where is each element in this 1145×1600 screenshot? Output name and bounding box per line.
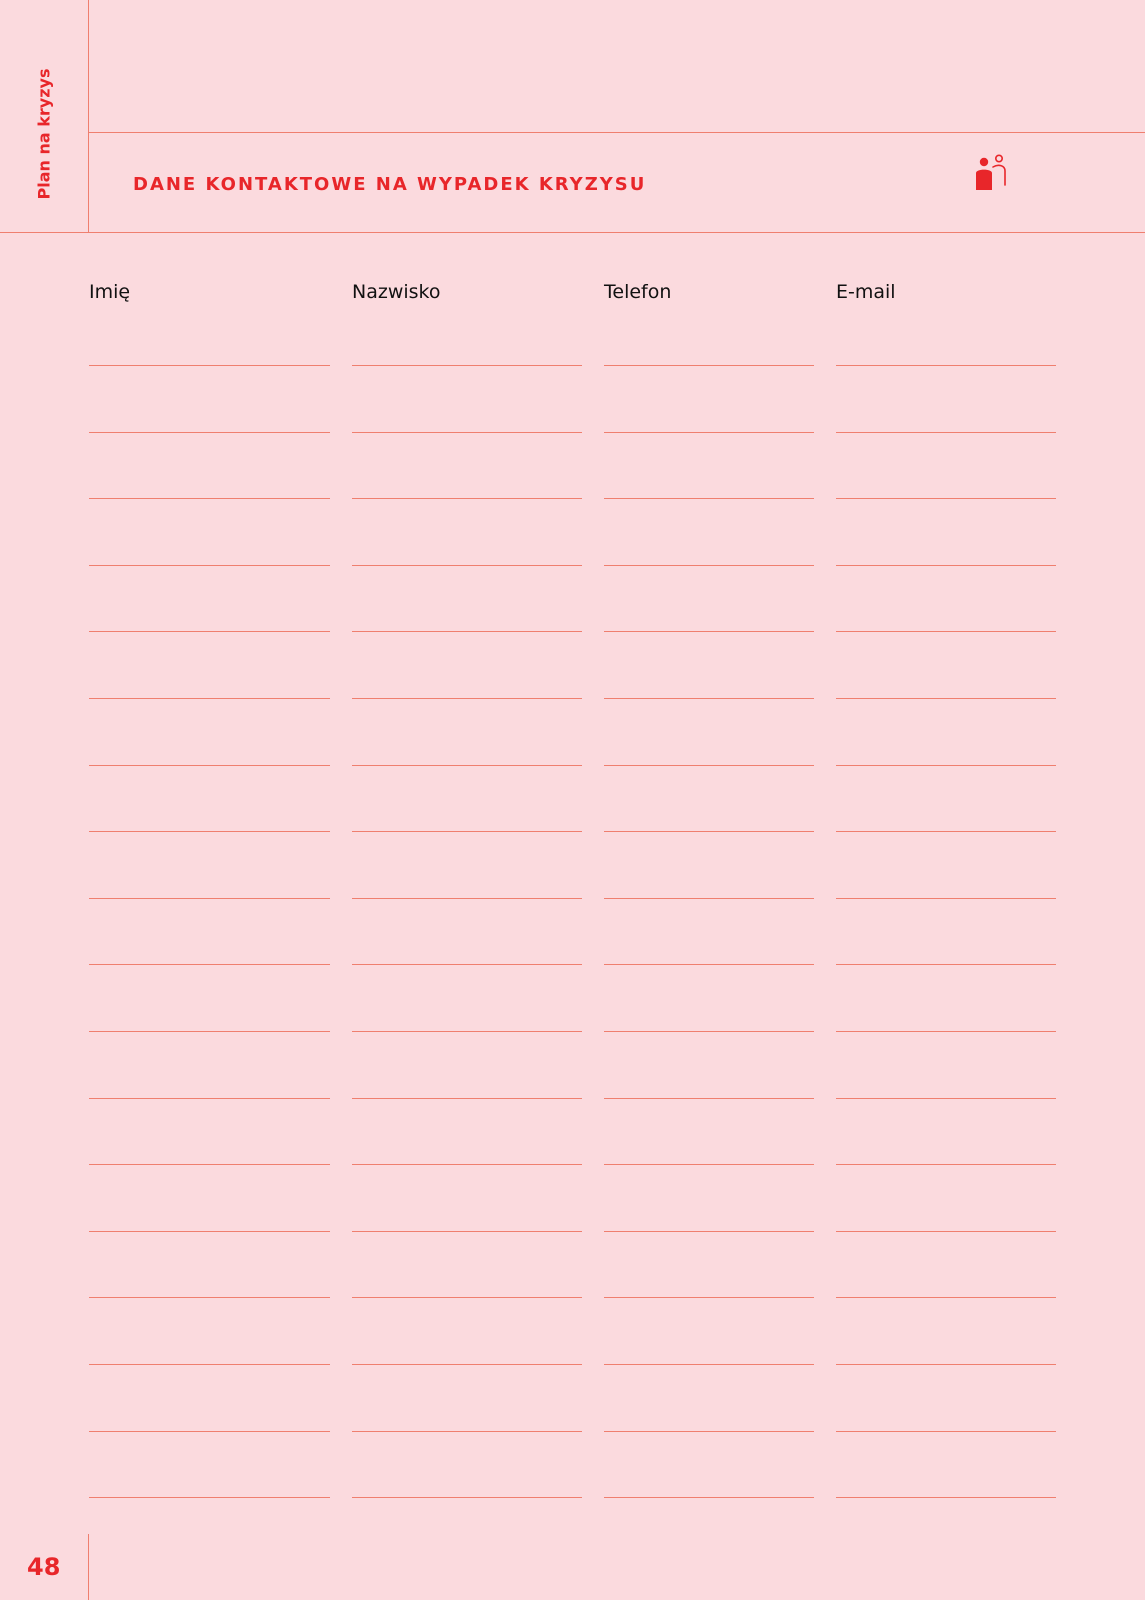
first-name-line[interactable] bbox=[89, 964, 330, 965]
last-name-line[interactable] bbox=[352, 1031, 582, 1032]
first-name-line[interactable] bbox=[89, 765, 330, 766]
first-name-line[interactable] bbox=[89, 898, 330, 899]
first-name-line[interactable] bbox=[89, 1164, 330, 1165]
phone-line[interactable] bbox=[604, 631, 814, 632]
last-name-line[interactable] bbox=[352, 631, 582, 632]
phone-line[interactable] bbox=[604, 1164, 814, 1165]
column-header-phone: Telefon bbox=[604, 281, 672, 303]
last-name-line[interactable] bbox=[352, 365, 582, 366]
column-header-last-name: Nazwisko bbox=[352, 281, 441, 303]
phone-line[interactable] bbox=[604, 698, 814, 699]
phone-line[interactable] bbox=[604, 498, 814, 499]
first-name-line[interactable] bbox=[89, 1497, 330, 1498]
column-header-first-name: Imię bbox=[89, 281, 131, 303]
phone-line[interactable] bbox=[604, 1364, 814, 1365]
first-name-line[interactable] bbox=[89, 631, 330, 632]
phone-line[interactable] bbox=[604, 1431, 814, 1432]
last-name-line[interactable] bbox=[352, 1364, 582, 1365]
last-name-line[interactable] bbox=[352, 698, 582, 699]
last-name-line[interactable] bbox=[352, 831, 582, 832]
email-line[interactable] bbox=[836, 898, 1056, 899]
email-line[interactable] bbox=[836, 432, 1056, 433]
phone-line[interactable] bbox=[604, 1031, 814, 1032]
email-line[interactable] bbox=[836, 1231, 1056, 1232]
last-name-line[interactable] bbox=[352, 964, 582, 965]
last-name-line[interactable] bbox=[352, 1231, 582, 1232]
first-name-line[interactable] bbox=[89, 365, 330, 366]
first-name-line[interactable] bbox=[89, 1364, 330, 1365]
phone-line[interactable] bbox=[604, 1497, 814, 1498]
email-line[interactable] bbox=[836, 698, 1056, 699]
email-line[interactable] bbox=[836, 1031, 1056, 1032]
last-name-line[interactable] bbox=[352, 1098, 582, 1099]
phone-line[interactable] bbox=[604, 565, 814, 566]
side-section-label: Plan na kryzys bbox=[34, 68, 54, 200]
last-name-line[interactable] bbox=[352, 1164, 582, 1165]
phone-line[interactable] bbox=[604, 1297, 814, 1298]
email-line[interactable] bbox=[836, 831, 1056, 832]
email-line[interactable] bbox=[836, 565, 1056, 566]
first-name-line[interactable] bbox=[89, 831, 330, 832]
column-header-email: E-mail bbox=[836, 281, 896, 303]
phone-line[interactable] bbox=[604, 1231, 814, 1232]
last-name-line[interactable] bbox=[352, 898, 582, 899]
first-name-line[interactable] bbox=[89, 1231, 330, 1232]
phone-line[interactable] bbox=[604, 765, 814, 766]
first-name-line[interactable] bbox=[89, 1297, 330, 1298]
phone-line[interactable] bbox=[604, 1098, 814, 1099]
first-name-line[interactable] bbox=[89, 432, 330, 433]
email-line[interactable] bbox=[836, 365, 1056, 366]
email-line[interactable] bbox=[836, 1164, 1056, 1165]
email-line[interactable] bbox=[836, 498, 1056, 499]
phone-line[interactable] bbox=[604, 964, 814, 965]
email-line[interactable] bbox=[836, 1364, 1056, 1365]
last-name-line[interactable] bbox=[352, 432, 582, 433]
email-line[interactable] bbox=[836, 1297, 1056, 1298]
last-name-line[interactable] bbox=[352, 1431, 582, 1432]
first-name-line[interactable] bbox=[89, 565, 330, 566]
email-line[interactable] bbox=[836, 1098, 1056, 1099]
first-name-line[interactable] bbox=[89, 1098, 330, 1099]
email-line[interactable] bbox=[836, 765, 1056, 766]
phone-line[interactable] bbox=[604, 831, 814, 832]
last-name-line[interactable] bbox=[352, 765, 582, 766]
page-number: 48 bbox=[27, 1553, 61, 1581]
email-line[interactable] bbox=[836, 1431, 1056, 1432]
section-title: DANE KONTAKTOWE NA WYPADEK KRYZYSU bbox=[133, 174, 647, 195]
first-name-line[interactable] bbox=[89, 698, 330, 699]
first-name-line[interactable] bbox=[89, 1431, 330, 1432]
last-name-line[interactable] bbox=[352, 1497, 582, 1498]
email-line[interactable] bbox=[836, 1497, 1056, 1498]
phone-line[interactable] bbox=[604, 365, 814, 366]
last-name-line[interactable] bbox=[352, 498, 582, 499]
last-name-line[interactable] bbox=[352, 1297, 582, 1298]
phone-line[interactable] bbox=[604, 432, 814, 433]
email-line[interactable] bbox=[836, 964, 1056, 965]
email-line[interactable] bbox=[836, 631, 1056, 632]
first-name-line[interactable] bbox=[89, 498, 330, 499]
first-name-line[interactable] bbox=[89, 1031, 330, 1032]
last-name-line[interactable] bbox=[352, 565, 582, 566]
phone-line[interactable] bbox=[604, 898, 814, 899]
